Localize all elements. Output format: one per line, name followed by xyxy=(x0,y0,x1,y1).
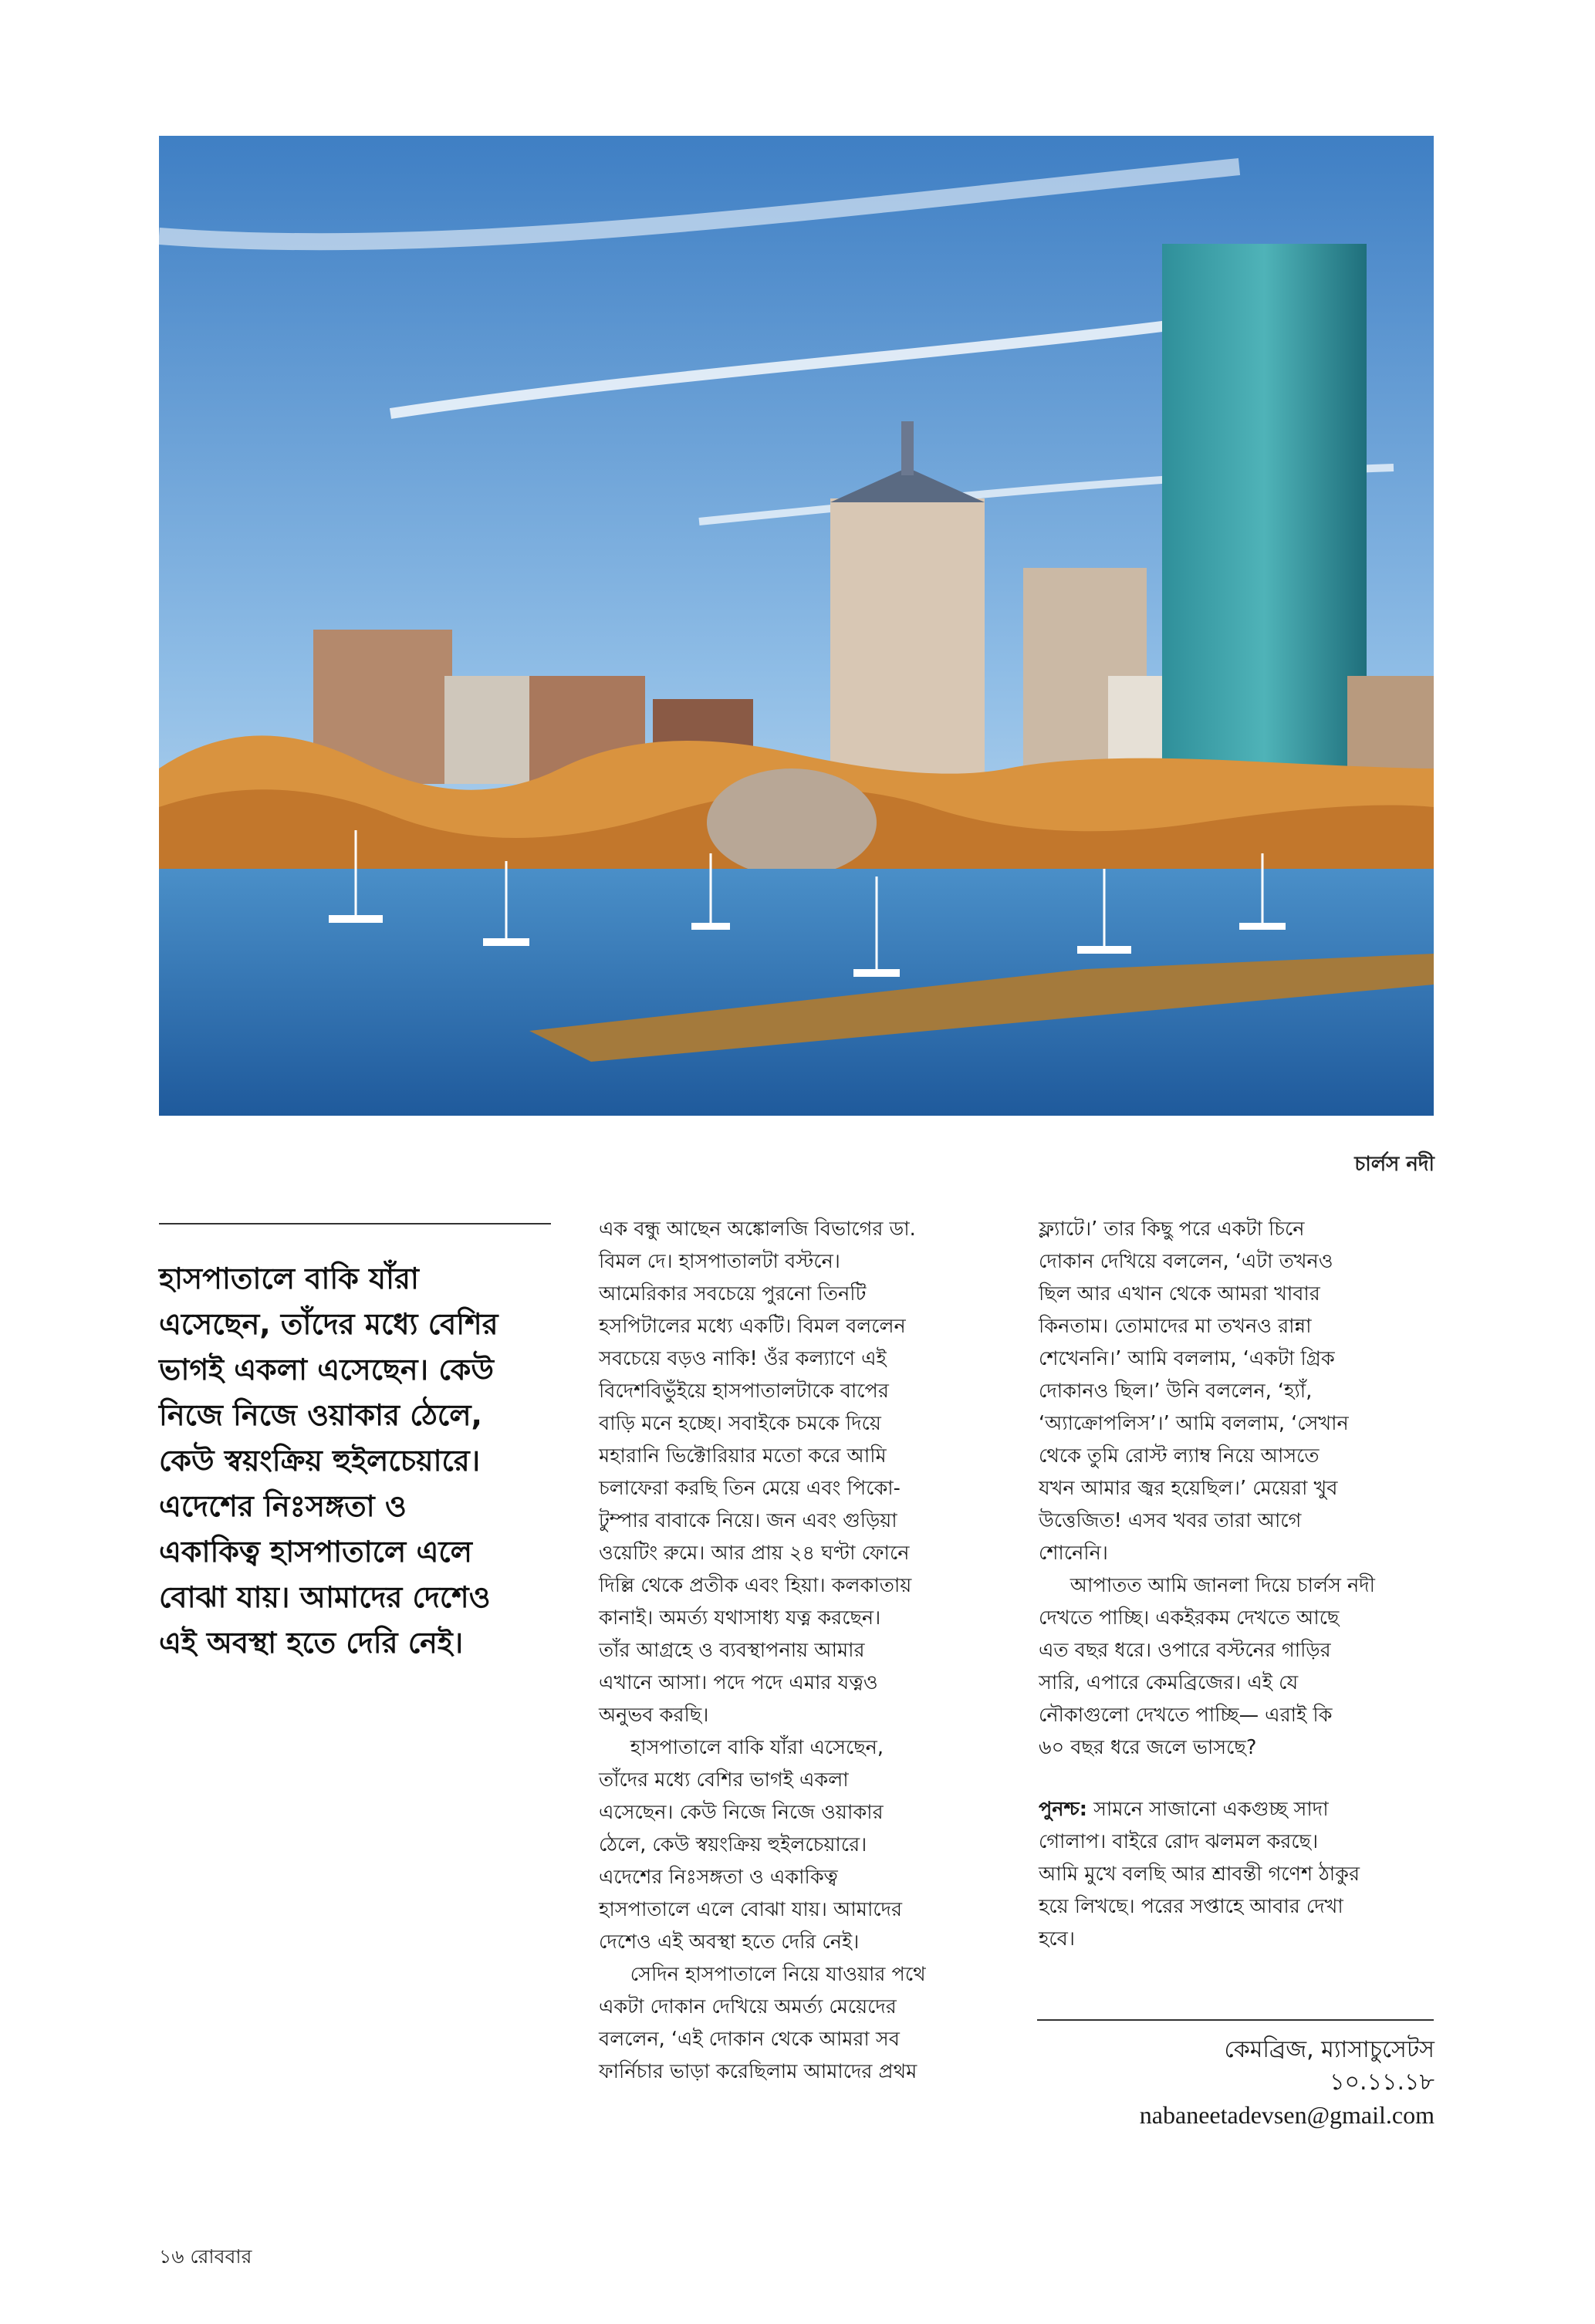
column1-paragraph-2: হাসপাতালে বাকি যাঁরা এসেছেন, তাঁদের মধ্যে বেশির ভাগই একলা এসেছেন। কেউ নিজে নিজে ওয়াকার ঠেলে, কেউ স্বয়ংক্রিয় হুইলচেয়ারে। এদেশের নিঃসঙ্গতা ও একাকিত্ব হাসপাতালে এলে বোঝা যায়। আমাদের দেশেও এই অবস্থা হতে দেরি নেই। xyxy=(599,1736,903,1954)
pullquote-rule xyxy=(159,1223,551,1224)
column2-paragraph-1: ফ্ল্যাটে।’ তার কিছু পরে একটা চিনে দোকান দেখিয়ে বললেন, ‘এটা তখনও ছিল আর এখান থেকে আমরা খাবার কিনতাম। তোমাদের মা তখনও রান্না শেখেননি।’ আমি বললাম, ‘একটা গ্রিক দোকানও ছিল।’ উনি বললেন, ‘হ্যাঁ, ‘অ্যাক্রোপলিস’।’ আমি বললাম, ‘সেখান থেকে তুমি রোস্ট ল্যাম্ব নিয়ে আসতে যখন আমার জ্বর হয়েছিল।’ মেয়েরা খুব উত্তেজিত! এসব খবর তারা আগে শোনেনি। xyxy=(1039,1218,1349,1565)
column2-paragraph-2: আপাতত আমি জানলা দিয়ে চার্লস নদী দেখতে পাচ্ছি। একইরকম দেখতে আছে এত বছর ধরে। ওপারে বস্টনের গাড়ির সারি, এপারে কেমব্রিজের। এই যে নৌকাগুলো দেখতে পাচ্ছি— এরাই কি ৬০ বছর ধরে জলে ভাসছে? xyxy=(1039,1574,1375,1759)
signature-block xyxy=(1140,2034,1434,2131)
body-column-1 xyxy=(599,1213,1000,2088)
pull-quote xyxy=(159,1256,560,1666)
column1-paragraph-1: এক বন্ধু আছেন অঙ্কোলজি বিভাগের ডা. বিমল দে। হাসপাতালটা বস্টনে। আমেরিকার সবচেয়ে পুরনো তিনটি হসপিটালের মধ্যে একটি। বিমল বললেন সবচেয়ে বড়ও নাকি! ওঁর কল্যাণে এই বিদেশবিভুঁইয়ে হাসপাতালটাকে বাপের বাড়ি মনে হচ্ছে। সবাইকে চমকে দিয়ে মহারানি ভিক্টোরিয়ার মতো করে আমি চলাফেরা করছি তিন মেয়ে এবং পিকো- টুম্পার বাবাকে নিয়ে। জন এবং গুড়িয়া ওয়েটিং রুমে। আর প্রায় ২৪ ঘণ্টা ফোনে দিল্লি থেকে প্রতীক এবং হিয়া। কলকাতায় কানাই। অমর্ত্য যথাসাধ্য যত্ন করছেন। তাঁর আগ্রহে ও ব্যবস্থাপনায় আমার এখানে আসা। পদে পদে এমার যত্নও অনুভব করছি। xyxy=(599,1218,916,1727)
signature-date: ১০.১১.১৮ xyxy=(1330,2069,1434,2096)
body-column-2 xyxy=(1039,1213,1440,1955)
author-email: nabaneetadevsen@gmail.com xyxy=(1139,2101,1434,2129)
charles-river-photo xyxy=(159,136,1434,1116)
column1-paragraph-3: সেদিন হাসপাতালে নিয়ে যাওয়ার পথে একটা দোকান দেখিয়ে অমর্ত্য মেয়েদের বললেন, ‘এই দোকান থেকে আমরা সব ফার্নিচার ভাড়া করেছিলাম আমাদের প্রথম xyxy=(599,1963,926,2083)
postscript-text: সামনে সাজানো একগুচ্ছ সাদা গোলাপ। বাইরে রোদ ঝলমল করছে। আমি মুখে বলছি আর শ্রাবন্তী গণেশ ঠাকুর হয়ে লিখছে। পরের সপ্তাহে আবার দেখা হবে। xyxy=(1039,1798,1360,1951)
signature-rule xyxy=(1037,2019,1434,2021)
photo-caption: চার্লস নদী xyxy=(1354,1153,1434,1176)
postscript xyxy=(1039,1793,1440,1955)
pull-quote-text: হাসপাতালে বাকি যাঁরা এসেছেন, তাঁদের মধ্যে বেশির ভাগই একলা এসেছেন। কেউ নিজে নিজে ওয়াকার ঠেলে, কেউ স্বয়ংক্রিয় হুইলচেয়ারে। এদেশের নিঃসঙ্গতা ও একাকিত্ব হাসপাতালে এলে বোঝা যায়। আমাদের দেশেও এই অবস্থা হতে দেরি নেই। xyxy=(159,1262,498,1660)
signature-place: কেমব্রিজ, ম্যাসাচুসেটস xyxy=(1224,2036,1434,2063)
page-footer: ১৬ রোববার xyxy=(159,2245,252,2268)
postscript-label: পুনশ্চ: xyxy=(1039,1798,1087,1821)
skyline-illustration xyxy=(159,136,1434,1116)
